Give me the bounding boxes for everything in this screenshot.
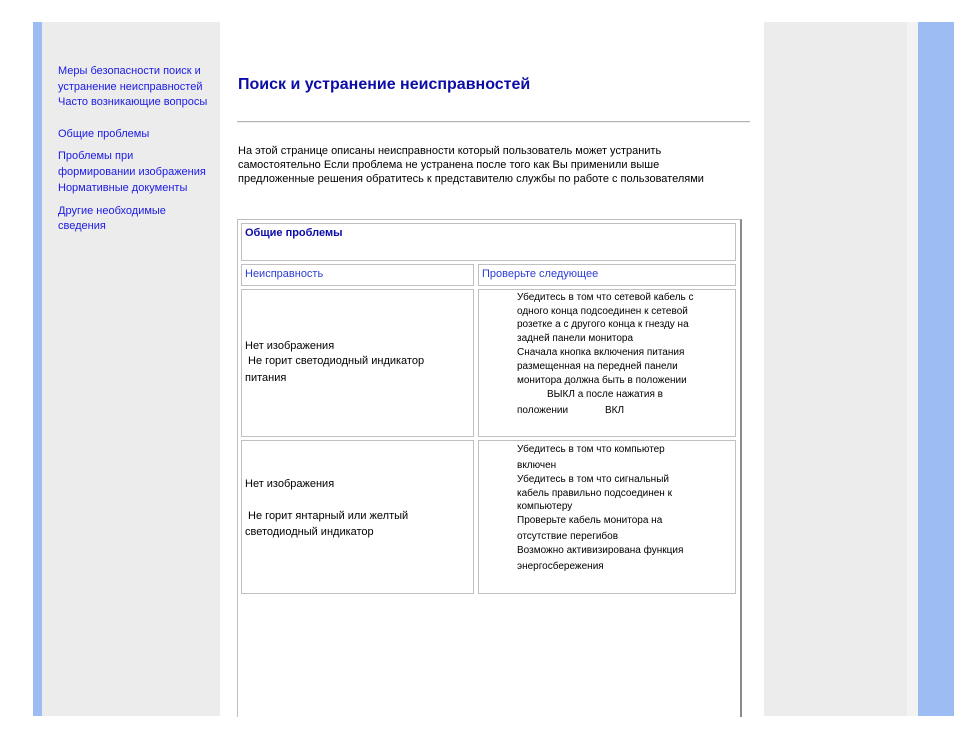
right-panel <box>764 22 918 716</box>
check-text: задней панели монитора <box>517 333 634 344</box>
column-header-check <box>478 264 736 286</box>
nav-link-imaging-problems-2[interactable]: формировании изображения <box>58 166 206 178</box>
nav-link-imaging-problems[interactable]: Проблемы при <box>58 150 134 162</box>
intro-line: На этой странице описаны неисправности который пользователь может устранить <box>238 145 662 157</box>
check-text: одного конца подсоединен к сетевой <box>517 306 688 317</box>
check-text: кабель правильно подсоединен к <box>517 488 672 499</box>
check-text: Проверьте кабель монитора на <box>517 515 663 526</box>
check-text: компьютеру <box>517 501 573 512</box>
table-row-2-check <box>478 440 736 594</box>
nav-link-troubleshooting[interactable]: устранение неисправностей <box>58 81 203 93</box>
intro-line: самостоятельно Если проблема не устранена после того как Вы применили выше <box>238 159 660 171</box>
check-text: положении <box>517 405 569 416</box>
check-text: Убедитесь в том что сигнальный <box>517 474 669 485</box>
page-title: Поиск и устранение неисправностей <box>238 76 531 93</box>
table-section-title: Общие проблемы <box>245 227 343 239</box>
table-section-title-cell <box>241 223 736 261</box>
table-row-2-problem <box>241 440 474 594</box>
check-text: отсутствие перегибов <box>517 531 619 542</box>
check-text: энергосбережения <box>517 561 604 572</box>
nav-link-safety[interactable]: Меры безопасности поиск и <box>58 65 201 77</box>
check-text: ВКЛ <box>605 405 625 416</box>
column-header-problem-label: Неисправность <box>245 268 324 280</box>
column-header-check-label: Проверьте следующее <box>482 268 599 280</box>
check-text: размещенная на передней панели <box>517 361 678 372</box>
check-text: монитора должна быть в положении <box>517 375 687 386</box>
table-row-1-check <box>478 289 736 437</box>
intro-line: предложенные решения обратитесь к представителю службы по работе с пользователями <box>238 173 704 185</box>
check-text: Убедитесь в том что компьютер <box>517 444 665 455</box>
check-text: розетке а с другого конца к гнезду на <box>517 319 689 330</box>
problem-text: светодиодный индикатор <box>245 526 374 538</box>
right-accent-stripe <box>918 22 954 716</box>
right-panel-edge <box>907 22 918 716</box>
problem-text: Нет изображения <box>245 478 335 490</box>
nav-link-faq[interactable]: Часто возникающие вопросы <box>58 96 208 108</box>
problem-text: питания <box>245 372 287 384</box>
check-text: Убедитесь в том что сетевой кабель с <box>517 292 694 303</box>
nav-link-regulatory[interactable]: Нормативные документы <box>58 182 188 194</box>
column-header-problem <box>241 264 474 286</box>
check-text: Сначала кнопка включения питания <box>517 347 685 358</box>
problem-text: Не горит янтарный или желтый <box>245 510 409 522</box>
nav-link-other-info-2[interactable]: сведения <box>58 220 106 232</box>
nav-link-general-problems[interactable]: Общие проблемы <box>58 128 150 140</box>
problem-text: Не горит светодиодный индикатор <box>245 355 425 367</box>
table-row-1-problem <box>241 289 474 437</box>
check-text: Возможно активизирована функция <box>517 545 684 556</box>
left-accent-stripe <box>33 22 42 716</box>
check-text: ВЫКЛ а после нажатия в <box>547 389 663 400</box>
nav-link-other-info[interactable]: Другие необходимые <box>58 205 166 217</box>
problem-text: Нет изображения <box>245 340 335 352</box>
check-text: включен <box>517 460 557 471</box>
intro-paragraph <box>238 144 748 186</box>
title-divider <box>237 121 750 123</box>
